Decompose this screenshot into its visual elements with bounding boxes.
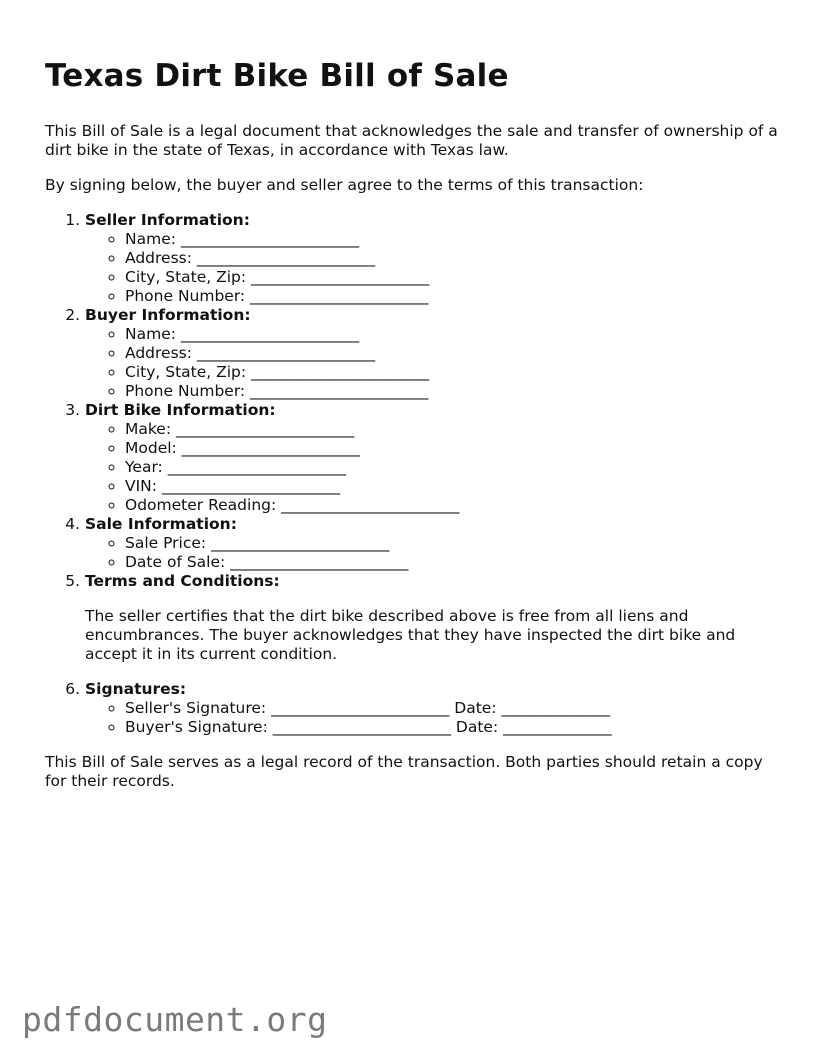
- bike-vin-field: ◦ VIN: _______________________: [125, 477, 785, 496]
- seller-name-field: ◦ Name: _______________________: [125, 230, 785, 249]
- section-signatures: [85, 680, 785, 737]
- signature-fields: [85, 699, 785, 737]
- section-terms: [85, 572, 785, 664]
- agreement-paragraph: By signing below, the buyer and seller agree to the terms of this transaction:: [45, 176, 644, 194]
- buyer-fields: [85, 325, 785, 401]
- bike-odometer-field: ◦ Odometer Reading: _______________________: [125, 496, 785, 515]
- seller-city-field: ◦ City, State, Zip: _______________________: [125, 268, 785, 287]
- seller-address-field: ◦ Address: _______________________: [125, 249, 785, 268]
- section-heading: Buyer Information:: [85, 306, 251, 324]
- section-buyer: [85, 306, 785, 401]
- section-heading: Seller Information:: [85, 211, 250, 229]
- bike-make-field: ◦ Make: _______________________: [125, 420, 785, 439]
- buyer-phone-field: ◦ Phone Number: _______________________: [125, 382, 785, 401]
- section-sale: [85, 515, 785, 572]
- sale-fields: [85, 534, 785, 572]
- bike-fields: [85, 420, 785, 515]
- closing-paragraph: This Bill of Sale serves as a legal record of the transaction. Both parties should retain a copy for their records.: [45, 753, 763, 790]
- sections-list: [45, 211, 785, 737]
- seller-signature-field: ◦ Seller's Signature: _______________________ Date: ______________: [125, 699, 785, 718]
- intro-paragraph: This Bill of Sale is a legal document that acknowledges the sale and transfer of ownership of a dirt bike in the state of Texas, in accordance with Texas law.: [45, 122, 778, 159]
- bike-year-field: ◦ Year: _______________________: [125, 458, 785, 477]
- sale-date-field: ◦ Date of Sale: _______________________: [125, 553, 785, 572]
- section-heading: Dirt Bike Information:: [85, 401, 276, 419]
- seller-fields: [85, 230, 785, 306]
- seller-phone-field: ◦ Phone Number: _______________________: [125, 287, 785, 306]
- watermark: pdfdocument.org: [22, 1000, 328, 1039]
- section-heading: Signatures:: [85, 680, 187, 698]
- page-title: Texas Dirt Bike Bill of Sale: [45, 58, 509, 94]
- section-seller: [85, 211, 785, 306]
- sale-price-field: ◦ Sale Price: _______________________: [125, 534, 785, 553]
- buyer-address-field: ◦ Address: _______________________: [125, 344, 785, 363]
- buyer-city-field: ◦ City, State, Zip: _______________________: [125, 363, 785, 382]
- terms-paragraph: The seller certifies that the dirt bike described above is free from all liens and encumbrances. The buyer acknowledges that they have inspected the dirt bike and accept it in its current condition.: [85, 607, 736, 663]
- buyer-name-field: ◦ Name: _______________________: [125, 325, 785, 344]
- buyer-signature-field: ◦ Buyer's Signature: _______________________ Date: ______________: [125, 718, 785, 737]
- bike-model-field: ◦ Model: _______________________: [125, 439, 785, 458]
- section-heading: Sale Information:: [85, 515, 237, 533]
- document-page: [45, 55, 785, 807]
- section-heading: Terms and Conditions:: [85, 572, 280, 590]
- section-bike: [85, 401, 785, 515]
